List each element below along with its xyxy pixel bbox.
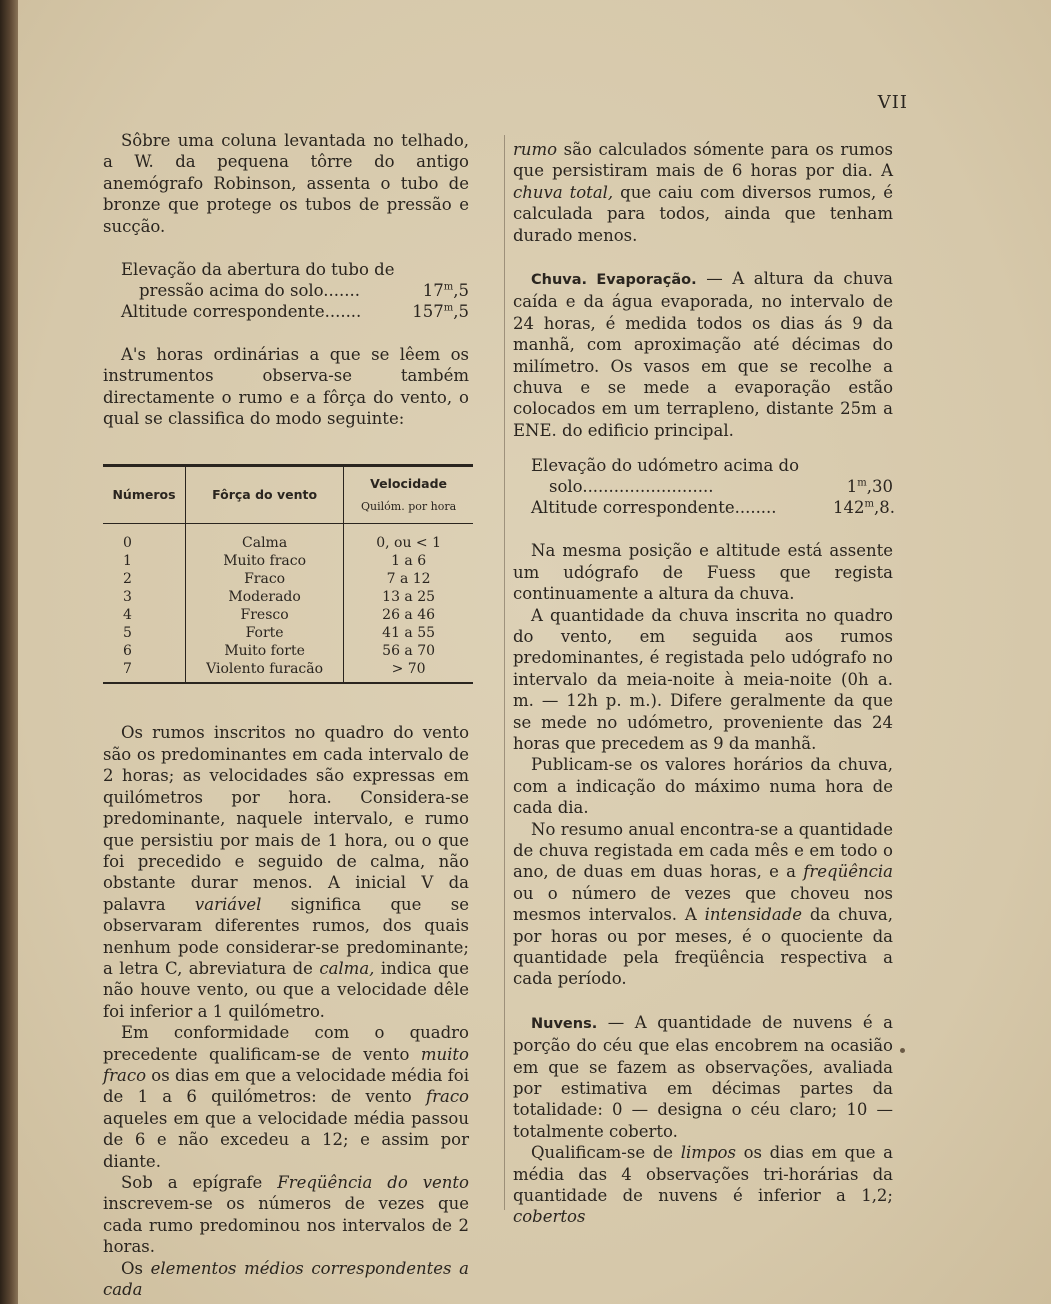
wind-force-table <box>103 464 473 685</box>
measurement-label: pressão acima do solo....... <box>139 281 361 301</box>
table-row <box>103 552 473 570</box>
cell-force: Fraco <box>186 570 344 588</box>
paragraph-clouds: Nuvens. — A quantidade de nuvens é a porção do céu que elas encobrem na ocasião em que se fazem as observações, avaliada por estimativa em décimas partes da totalidade: 0 — designa o céu claro; 10 — totalmente coberto. <box>513 1012 893 1141</box>
cell-velocity: 41 a 55 <box>382 625 436 642</box>
table-header-velocity-unit: Quilóm. por hora <box>361 500 457 514</box>
paragraph-annual-summary: No resumo anual encontra-se a quantidade de chuva registada em cada mês e em todo o ano, de duas em duas horas, e a freqüência ou o número de vezes que choveu nos mesmos intervalos. A intensidade da chuva, por horas ou por meses, é o quociente da quantidade pela freqüência respectiva a cada período. <box>513 819 893 989</box>
cell-velocity: 0, ou < 1 <box>376 535 441 552</box>
paragraph-rain-quantity: A quantidade da chuva inscrita no quadro do vento, em seguida aos rumos predominantes, é registada pelo udógrafo no intervalo da meia-noite à meia-noite (0h a. m. — 12h p. m.). Difere geralmente da que se mede no udómetro, proveniente das 24 horas que precedem as 9 da manhã. <box>513 605 893 753</box>
cell-velocity: > 70 <box>344 660 473 683</box>
ink-blot <box>900 1048 905 1053</box>
paragraph-anemometer: Sôbre uma coluna levantada no telhado, a W. da pequena tôrre do antigo anemógrafo Robinson, assenta o tubo de bronze que protege os tubos de pressão e sucção. <box>103 131 469 236</box>
paragraph-rain-evaporation: Chuva. Evaporação. — A altura da chuva caída e da água evaporada, no intervalo de 24 horas, é medida todos os dias ás 9 da manhã, com aproximação até décimas do milímetro. Os vasos em que se recolhe a chuva e se mede a evaporação estão colocados em um terrapleno, distante 25m a ENE. do edificio principal. <box>513 269 893 440</box>
table-header-force: Fôrça do vento <box>186 465 344 524</box>
measurement-label: Altitude correspondente........ <box>531 498 777 518</box>
measurement-value: 142$^m$,8. <box>833 498 895 518</box>
cell-force: Muito forte <box>186 642 344 660</box>
paragraph-hourly-values: Publicam-se os valores horários da chuva, com a indicação do máximo numa hora de cada dia. <box>513 755 893 818</box>
cell-number: 0 <box>123 535 132 552</box>
measurement-block-anemometer <box>103 259 469 322</box>
measurement-label: Elevação da abertura do tubo de <box>121 260 395 280</box>
cell-number: 6 <box>123 643 132 660</box>
measurement-value: 1$^m$,30 <box>846 477 893 497</box>
table-header-velocity-label: Velocidade <box>370 475 448 491</box>
book-page <box>18 0 1051 1304</box>
page-number: VII <box>877 92 908 113</box>
cell-velocity: 7 a 12 <box>386 571 431 588</box>
measurement-label: Altitude correspondente....... <box>121 302 362 322</box>
table-row <box>103 624 473 642</box>
table-row <box>103 660 473 683</box>
cell-number: 1 <box>123 553 132 570</box>
cell-velocity: 1 a 6 <box>391 553 427 570</box>
paragraph-wind-observation: A's horas ordinárias a que se lêem os instrumentos observa-se também directamente o rumo e a fôrça do vento, o qual se classifica do modo seguinte: <box>103 345 469 429</box>
cell-velocity: 56 a 70 <box>382 643 436 660</box>
measurement-label: solo......................... <box>549 477 714 497</box>
cell-force: Forte <box>186 624 344 642</box>
paragraph-qualification: Em conformidade com o quadro precedente qualificam-se de vento muito fraco os dias em que a velocidade média foi de 1 a 6 quilómetros: de vento fraco aqueles em que a velocidade média passou de 6 e não excedeu a 12; e assim por diante. <box>103 1023 469 1171</box>
paragraph-mean-elements: Os elementos médios correspondentes a cada <box>103 1258 469 1300</box>
section-heading-clouds: Nuvens. <box>531 1015 598 1032</box>
paragraph-udograph: Na mesma posição e altitude está assente um udógrafo de Fuess que regista continuamente a altura da chuva. <box>513 541 893 604</box>
right-column <box>513 139 893 1228</box>
cell-number: 2 <box>123 571 132 588</box>
table-header-velocity <box>344 465 473 524</box>
column-divider <box>504 135 505 1210</box>
table-row <box>103 606 473 624</box>
table-row <box>103 524 473 553</box>
paragraph-frequency: Sob a epígrafe Freqüência do vento inscrevem-se os números de vezes que cada rumo predominou nos intervalos de 2 horas. <box>103 1173 469 1257</box>
measurement-label: Elevação do udómetro acima do <box>531 456 800 476</box>
cell-force: Violento furacão <box>186 660 344 683</box>
section-heading-rain: Chuva. Evaporação. <box>531 272 697 289</box>
measurement-value: 157$^m$,5 <box>412 302 469 322</box>
paragraph-direction-continued: rumo são calculados sómente para os rumos que persistiram mais de 6 horas por dia. A chuva total, que caiu com diversos rumos, é calculada para todos, ainda que tenham durado menos. <box>513 140 894 245</box>
cell-number: 3 <box>123 589 132 606</box>
table-row <box>103 588 473 606</box>
measurement-value: 17$^m$,5 <box>422 281 469 301</box>
cell-force: Fresco <box>186 606 344 624</box>
paragraph-predominant-directions: Os rumos inscritos no quadro do vento são os predominantes em cada intervalo de 2 horas; as velocidades são expressas em quilómetros por hora. Considera-se predominante, naquele intervalo, e rumo que persistiu por mais de 1 hora, ou o que foi precedido e seguido de calma, não obstante durar menos. A inicial V da palavra variável significa que se observaram diferentes rumos, dos quais nenhum pode considerar-se predominante; a letra C, abreviatura de calma, indica que não houve vento, ou que a velocidade dêle foi inferior a 1 quilómetro. <box>103 723 469 1021</box>
table-row <box>103 642 473 660</box>
cell-number: 7 <box>103 660 186 683</box>
cell-force: Moderado <box>186 588 344 606</box>
cell-velocity: 13 a 25 <box>382 589 436 606</box>
cell-force: Muito fraco <box>186 552 344 570</box>
book-spine <box>0 0 18 1304</box>
cell-number: 5 <box>123 625 132 642</box>
cell-force: Calma <box>186 524 344 553</box>
left-column <box>103 130 469 1300</box>
cell-number: 4 <box>123 607 132 624</box>
table-header-numbers: Números <box>103 465 186 524</box>
table-row <box>103 570 473 588</box>
measurement-block-udometer <box>513 455 893 518</box>
paragraph-clear-days: Qualificam-se de limpos os dias em que a média das 4 observações tri-horárias da quantidade de nuvens é inferior a 1,2; cobertos <box>513 1143 893 1227</box>
cell-velocity: 26 a 46 <box>382 607 436 624</box>
